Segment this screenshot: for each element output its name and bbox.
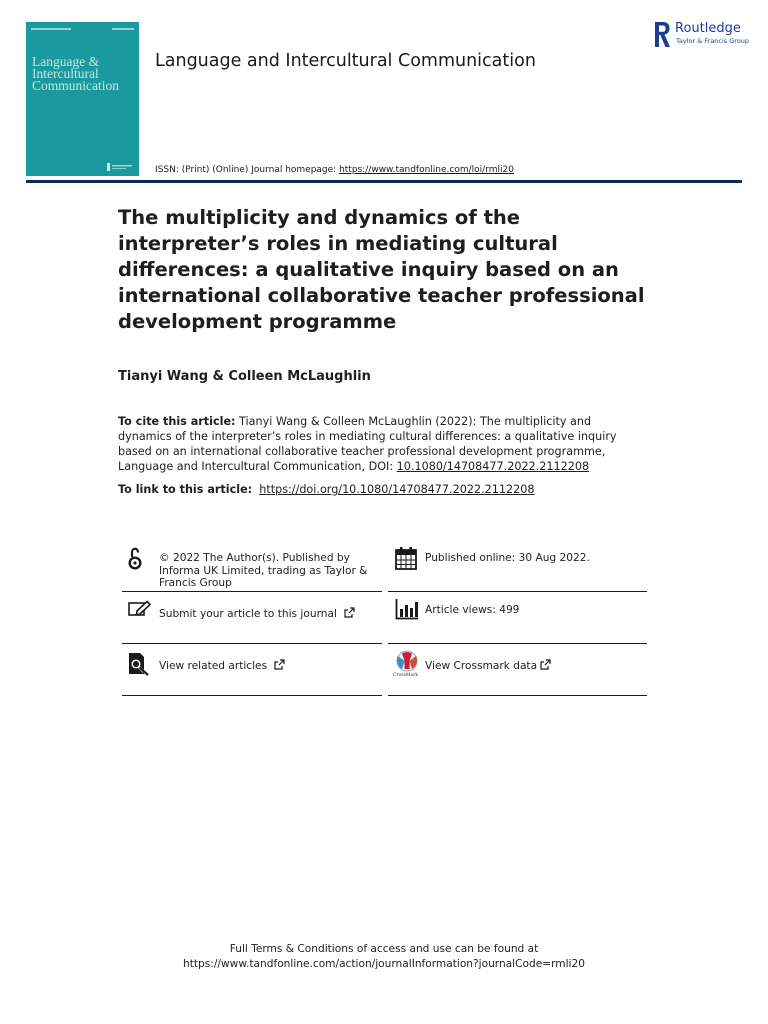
article-views-text: Article views: 499 bbox=[425, 604, 520, 616]
edit-icon bbox=[128, 600, 152, 618]
article-title: The multiplicity and dynamics of the interpreter’s roles in mediating cultural differences: a qualitative inquiry based on an international collaborative teacher professional development programme bbox=[118, 206, 645, 333]
submit-article-cell[interactable] bbox=[122, 592, 382, 644]
link-label: To link to this article: bbox=[118, 483, 253, 496]
issn-text: ISSN: (Print) (Online) Journal homepage: bbox=[155, 165, 340, 175]
doi-link[interactable]: 10.1080/14708477.2022.2112208 bbox=[396, 460, 590, 473]
cover-header-bar bbox=[31, 28, 134, 32]
cell-divider bbox=[122, 695, 382, 696]
header-rule bbox=[26, 180, 742, 183]
search-document-icon bbox=[127, 652, 149, 676]
published-date-text: Published online: 30 Aug 2022. bbox=[425, 552, 590, 564]
article-link-block bbox=[118, 483, 534, 496]
footer bbox=[0, 942, 768, 972]
open-access-cell bbox=[122, 540, 382, 592]
article-authors: Tianyi Wang & Colleen McLaughlin bbox=[118, 369, 371, 384]
related-articles-cell[interactable] bbox=[122, 644, 382, 697]
calendar-icon bbox=[395, 546, 417, 570]
crossmark-cell[interactable] bbox=[388, 644, 647, 697]
open-access-text: © 2022 The Author(s). Published by Informa UK Limited, trading as Taylor & Francis Group bbox=[159, 552, 368, 589]
publisher-group: Taylor & Francis Group bbox=[676, 37, 750, 45]
cover-title: Language & Intercultural Communication bbox=[32, 54, 119, 93]
journal-title: Language and Intercultural Communication bbox=[155, 51, 536, 71]
issn-line bbox=[155, 165, 514, 175]
external-link-icon bbox=[274, 659, 285, 670]
footer-terms-text: Full Terms & Conditions of access and use can be found at bbox=[229, 943, 539, 955]
external-link-icon bbox=[540, 659, 551, 670]
publisher-logo[interactable] bbox=[654, 21, 750, 49]
bar-chart-icon bbox=[395, 598, 419, 620]
crossmark-badge-label: CrossMark bbox=[393, 673, 419, 678]
footer-terms-url[interactable]: https://www.tandfonline.com/action/journalInformation?journalCode=rmli20 bbox=[183, 958, 585, 970]
external-link-icon bbox=[344, 607, 355, 618]
journal-homepage-link[interactable]: https://www.tandfonline.com/loi/rmli20 bbox=[339, 165, 514, 175]
journal-cover bbox=[26, 22, 139, 176]
routledge-r-icon bbox=[654, 21, 671, 48]
open-access-icon bbox=[128, 547, 142, 571]
cite-label: To cite this article: bbox=[118, 415, 236, 428]
cell-divider bbox=[388, 695, 647, 696]
related-articles-link[interactable]: View related articles bbox=[159, 659, 285, 673]
cite-text: Tianyi Wang & Colleen McLaughlin (2022): The multiplicity and dynamics of the interpreter’s roles in mediating cultural differences: a qualitative inquiry based on an international collaborative teacher professional development programme, Language and Intercultural Communication, DOI: bbox=[118, 415, 617, 473]
article-doi-url[interactable]: https://doi.org/10.1080/14708477.2022.2112208 bbox=[259, 483, 535, 496]
article-views-cell[interactable] bbox=[388, 592, 647, 644]
submit-article-link[interactable]: Submit your article to this journal bbox=[159, 607, 355, 621]
citation-block bbox=[118, 414, 638, 474]
published-date-cell bbox=[388, 540, 647, 592]
publisher-name: Routledge bbox=[675, 21, 741, 36]
crossmark-link[interactable]: View Crossmark data bbox=[425, 659, 551, 673]
cover-publisher-logo bbox=[107, 162, 133, 172]
